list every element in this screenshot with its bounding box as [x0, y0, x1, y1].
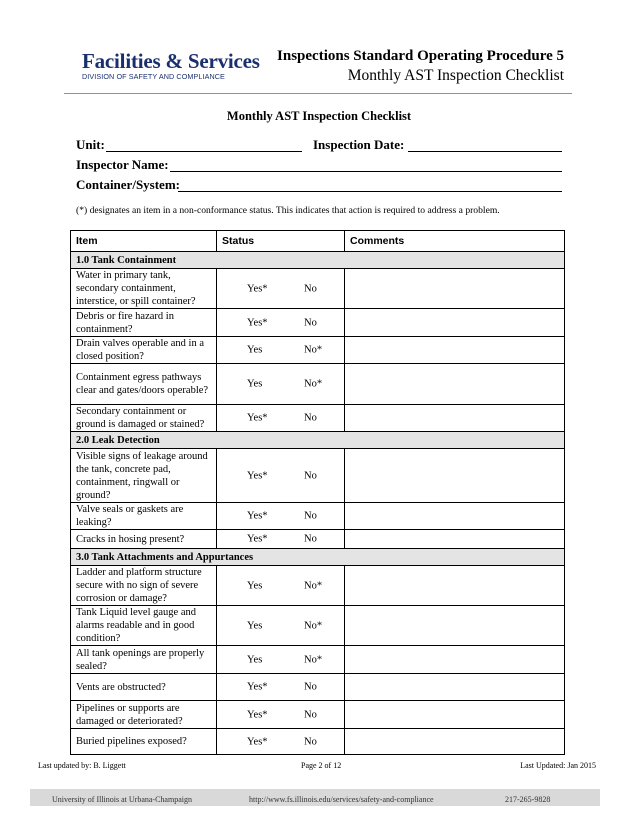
item-text: Valve seals or gaskets are leaking? [71, 503, 217, 530]
item-text: All tank openings are properly sealed? [71, 646, 217, 674]
status-cell [217, 729, 345, 755]
column-header-status: Status [217, 231, 345, 252]
comments-cell[interactable] [345, 309, 565, 337]
table-row [71, 309, 565, 337]
status-yes-option[interactable]: Yes* [247, 736, 268, 747]
item-text: Containment egress pathways clear and gates/doors operable? [71, 364, 217, 405]
comments-cell[interactable] [345, 405, 565, 432]
item-text: Vents are obstructed? [71, 674, 217, 701]
status-yes-option[interactable]: Yes* [247, 533, 268, 545]
status-yes-option[interactable]: Yes [247, 654, 263, 665]
status-cell [217, 606, 345, 646]
status-no-option[interactable]: No [304, 317, 317, 328]
non-conformance-note: (*) designates an item in a non-conformance status. This indicates that action is required to address a problem. [76, 205, 500, 216]
table-row [71, 364, 565, 405]
status-yes-option[interactable]: Yes* [247, 709, 268, 720]
section-row [71, 252, 565, 269]
item-text: Water in primary tank, secondary containment, interstice, or spill container? [71, 269, 217, 309]
status-cell [217, 449, 345, 503]
status-yes-option[interactable]: Yes* [247, 412, 268, 424]
item-text: Pipelines or supports are damaged or deteriorated? [71, 701, 217, 729]
status-no-option[interactable]: No* [304, 654, 323, 665]
inspection-checklist-table [70, 230, 565, 755]
logo-name: Facilities & Services [82, 49, 260, 73]
footer-last-updated: Last Updated: Jan 2015 [520, 761, 596, 770]
status-cell [217, 337, 345, 364]
footer-university: University of Illinois at Urbana-Champaign [52, 795, 192, 804]
header-divider [64, 93, 572, 94]
table-row [71, 674, 565, 701]
comments-cell[interactable] [345, 269, 565, 309]
item-text: Drain valves operable and in a closed position? [71, 337, 217, 364]
table-row [71, 530, 565, 549]
comments-cell[interactable] [345, 674, 565, 701]
status-cell [217, 364, 345, 405]
status-cell [217, 269, 345, 309]
comments-cell[interactable] [345, 729, 565, 755]
table-header-row [71, 231, 565, 252]
column-header-comments: Comments [345, 231, 565, 252]
procedure-title: Inspections Standard Operating Procedure 5 [277, 48, 564, 64]
container-system-field[interactable] [178, 191, 562, 192]
comments-cell[interactable] [345, 646, 565, 674]
table-row [71, 729, 565, 755]
status-cell [217, 566, 345, 606]
item-text: Cracks in hosing present? [71, 530, 217, 549]
header-titles [277, 47, 564, 86]
item-text: Ladder and platform structure secure with no sign of severe corrosion or damage? [71, 566, 217, 606]
status-no-option[interactable]: No [304, 283, 317, 294]
status-no-option[interactable]: No [304, 736, 317, 747]
inspection-date-label: Inspection Date: [313, 137, 405, 152]
unit-label: Unit: [76, 137, 105, 152]
section-title: 2.0 Leak Detection [71, 432, 565, 449]
status-no-option[interactable]: No* [304, 344, 323, 356]
comments-cell[interactable] [345, 701, 565, 729]
item-text: Secondary containment or ground is damaged or stained? [71, 405, 217, 432]
status-no-option[interactable]: No* [304, 620, 323, 631]
comments-cell[interactable] [345, 503, 565, 530]
comments-cell[interactable] [345, 566, 565, 606]
table-row [71, 449, 565, 503]
status-cell [217, 701, 345, 729]
status-no-option[interactable]: No* [304, 580, 323, 591]
status-no-option[interactable]: No [304, 533, 317, 545]
status-yes-option[interactable]: Yes* [247, 470, 268, 481]
status-yes-option[interactable]: Yes [247, 378, 263, 390]
section-row [71, 432, 565, 449]
footer-url[interactable]: http://www.fs.illinois.edu/services/safety-and-compliance [249, 795, 434, 804]
table-row [71, 269, 565, 309]
status-cell [217, 309, 345, 337]
comments-cell[interactable] [345, 449, 565, 503]
status-yes-option[interactable]: Yes* [247, 283, 268, 294]
inspection-date-field[interactable] [408, 151, 562, 152]
status-cell [217, 646, 345, 674]
status-no-option[interactable]: No [304, 709, 317, 720]
table-row [71, 646, 565, 674]
section-row [71, 549, 565, 566]
item-text: Buried pipelines exposed? [71, 729, 217, 755]
logo-division: DIVISION OF SAFETY AND COMPLIANCE [82, 72, 225, 81]
footer-page-number: Page 2 of 12 [301, 761, 342, 770]
status-no-option[interactable]: No [304, 510, 317, 522]
item-text: Visible signs of leakage around the tank, concrete pad, containment, ringwall or ground? [71, 449, 217, 503]
status-yes-option[interactable]: Yes* [247, 510, 268, 522]
comments-cell[interactable] [345, 530, 565, 549]
status-no-option[interactable]: No* [304, 378, 323, 390]
status-yes-option[interactable]: Yes [247, 620, 263, 631]
facilities-services-logo [82, 51, 260, 81]
section-title: 1.0 Tank Containment [71, 252, 565, 269]
footer-updated-by: Last updated by: B. Liggett [38, 761, 126, 770]
table-row [71, 606, 565, 646]
status-yes-option[interactable]: Yes [247, 580, 263, 591]
table-row [71, 337, 565, 364]
status-no-option[interactable]: No [304, 412, 317, 424]
status-yes-option[interactable]: Yes [247, 344, 263, 356]
table-row [71, 503, 565, 530]
table-row [71, 566, 565, 606]
status-cell [217, 674, 345, 701]
section-title: 3.0 Tank Attachments and Appurtances [71, 549, 565, 566]
column-header-item: Item [71, 231, 217, 252]
inspector-name-label: Inspector Name: [76, 157, 169, 172]
container-system-label: Container/System: [76, 177, 180, 192]
status-yes-option[interactable]: Yes* [247, 317, 268, 328]
form-title: Monthly AST Inspection Checklist [226, 109, 412, 123]
unit-field[interactable] [106, 151, 302, 152]
comments-cell[interactable] [345, 337, 565, 364]
comments-cell[interactable] [345, 364, 565, 405]
status-cell [217, 405, 345, 432]
item-text: Debris or fire hazard in containment? [71, 309, 217, 337]
table-row [71, 405, 565, 432]
footer-phone: 217-265-9828 [505, 795, 551, 804]
comments-cell[interactable] [345, 606, 565, 646]
status-no-option[interactable]: No [304, 470, 317, 481]
item-text: Tank Liquid level gauge and alarms readable and in good condition? [71, 606, 217, 646]
status-no-option[interactable]: No [304, 681, 317, 693]
table-row [71, 701, 565, 729]
status-yes-option[interactable]: Yes* [247, 681, 268, 693]
checklist-subtitle: Monthly AST Inspection Checklist [347, 67, 564, 84]
status-cell [217, 503, 345, 530]
inspector-name-field[interactable] [170, 171, 562, 172]
status-cell [217, 530, 345, 549]
